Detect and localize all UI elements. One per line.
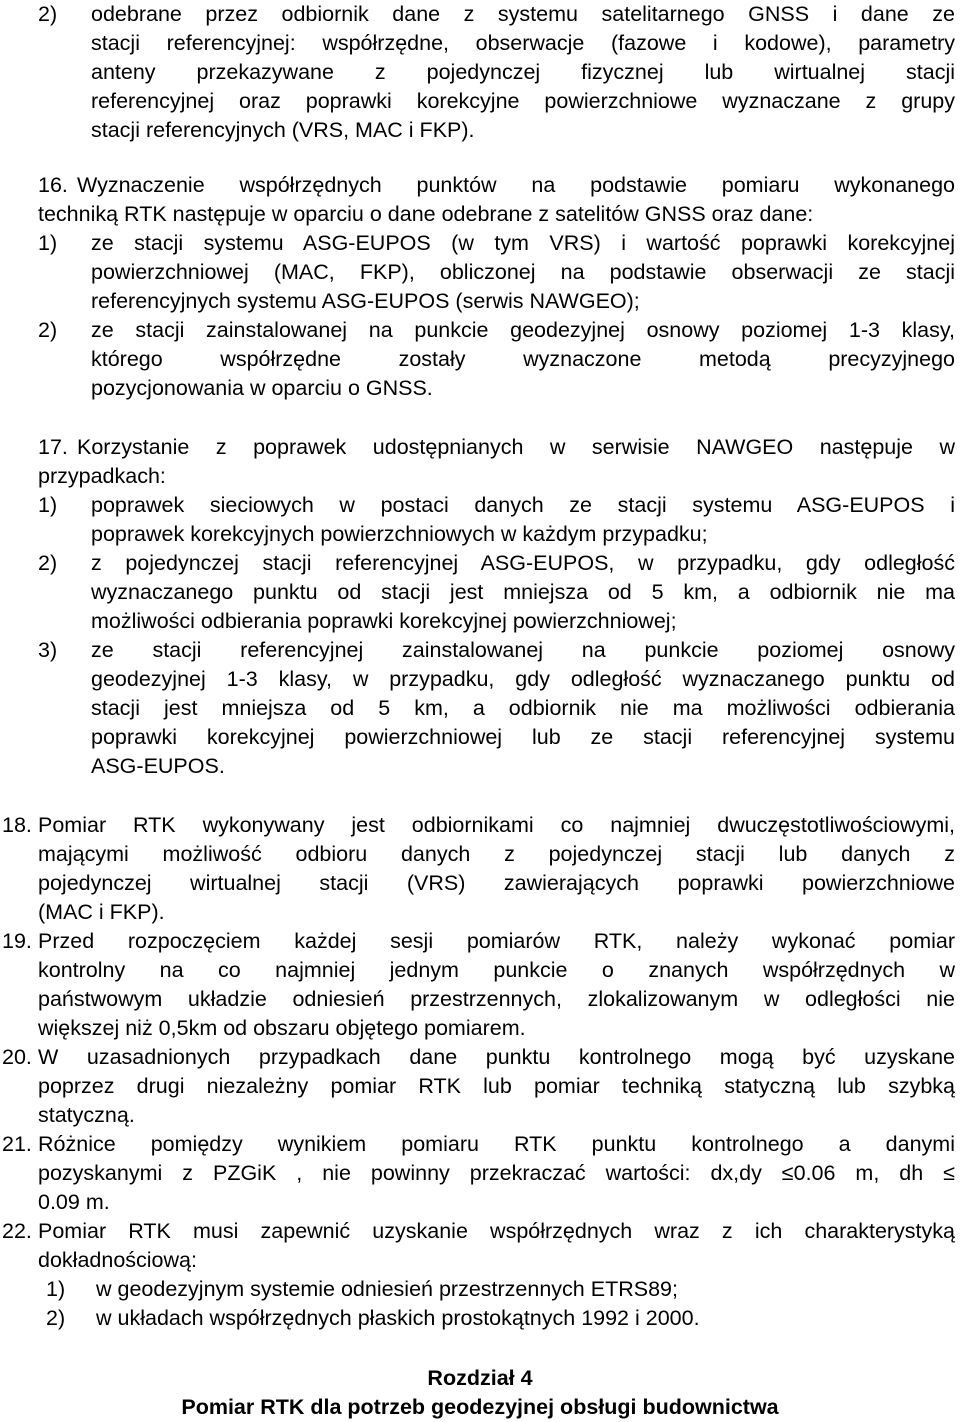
paragraph-line: większej niż 0,5km od obszaru objętego pomiarem. [38,1016,526,1040]
paragraph-line: kontrolny na co najmniej jednym punkcie o znanych współrzędnych w [38,958,955,982]
paragraph-line: anteny przekazywane z pojedynczej fizycznej lub wirtualnej stacji [91,60,955,84]
paragraph-line: dokładnościową: [38,1248,197,1272]
paragraph-line: pozyskanymi z PZGiK , nie powinny przekraczać wartości: dx,dy ≤0.06 m, dh ≤ [38,1161,955,1185]
paragraph-line: statyczną. [38,1103,135,1127]
paragraph-line: Wyznaczenie współrzędnych punktów na podstawie pomiaru wykonanego [77,173,955,197]
paragraph-line: 0.09 m. [38,1190,110,1214]
paragraph-line: Pomiar RTK musi zapewnić uzyskanie współrzędnych wraz z ich charakterystyką [38,1219,955,1243]
paragraph-line: poprzez drugi niezależny pomiar RTK lub pomiar techniką statyczną lub szybką [38,1074,955,1098]
paragraph-line: odebrane przez odbiornik dane z systemu satelitarnego GNSS i dane ze [91,2,955,26]
paragraph-line: w geodezyjnym systemie odniesień przestrzennych ETRS89; [96,1277,678,1301]
paragraph-line: poprawki korekcyjnej powierzchniowej lub ze stacji referencyjnej systemu [91,725,955,749]
paragraph-line: stacji referencyjnej: współrzędne, obserwacje (fazowe i kodowe), parametry [91,31,955,55]
paragraph-line: z pojedynczej stacji referencyjnej ASG-EUPOS, w przypadku, gdy odległość [91,551,955,575]
list-number: 2) [38,551,58,575]
paragraph-line: którego współrzędne zostały wyznaczone metodą precyzyjnego [91,347,955,371]
paragraph-line: powierzchniowej (MAC, FKP), obliczonej na podstawie obserwacji ze stacji [91,260,955,284]
paragraph-line: referencyjnej oraz poprawki korekcyjne powierzchniowe wyznaczane z grupy [91,89,955,113]
list-number: 1) [38,231,58,255]
paragraph-line: Korzystanie z poprawek udostępnianych w serwisie NAWGEO następuje w [77,435,955,459]
section-number: 22. [2,1219,32,1243]
list-number: 1) [38,493,58,517]
paragraph-line: (MAC i FKP). [38,900,165,924]
section-number: 16. [38,173,68,197]
paragraph-line: Pomiar RTK wykonywany jest odbiornikami co najmniej dwuczęstotliwościowymi, [38,813,955,837]
section-number: 20. [2,1045,32,1069]
section-number: 21. [2,1132,32,1156]
paragraph-line: pojedynczej wirtualnej stacji (VRS) zawierających poprawki powierzchniowe [38,871,955,895]
paragraph-line: geodezyjnej 1-3 klasy, w przypadku, gdy odległość wyznaczanego punktu od [91,667,955,691]
paragraph-line: poprawek korekcyjnych powierzchniowych w każdym przypadku; [91,522,708,546]
list-number: 3) [38,638,58,662]
paragraph-line: poprawek sieciowych w postaci danych ze stacji systemu ASG-EUPOS i [91,493,955,517]
paragraph-line: w układach współrzędnych płaskich prostokątnych 1992 i 2000. [96,1306,700,1330]
paragraph-line: ze stacji zainstalowanej na punkcie geodezyjnej osnowy poziomej 1-3 klasy, [91,318,955,342]
section-number: 17. [38,435,68,459]
paragraph-line: państwowym układzie odniesień przestrzennych, zlokalizowanym w odległości nie [38,987,955,1011]
paragraph-line: techniką RTK następuje w oparciu o dane odebrane z satelitów GNSS oraz dane: [38,202,814,226]
paragraph-line: ASG-EUPOS. [91,754,225,778]
list-number: 2) [46,1306,66,1330]
paragraph-line: pozycjonowania w oparciu o GNSS. [91,376,433,400]
paragraph-line: referencyjnych systemu ASG-EUPOS (serwis NAWGEO); [91,289,640,313]
list-number: 1) [46,1277,66,1301]
list-number: 2) [38,318,58,342]
paragraph-line: możliwości odbierania poprawki korekcyjnej powierzchniowej; [91,609,677,633]
chapter-number: Rozdział 4 [427,1366,533,1390]
chapter-title: Pomiar RTK dla potrzeb geodezyjnej obsługi budownictwa [181,1395,779,1419]
paragraph-line: przypadkach: [38,464,166,488]
paragraph-line: ze stacji systemu ASG-EUPOS (w tym VRS) i wartość poprawki korekcyjnej [91,231,955,255]
paragraph-line: mającymi możliwość odbioru danych z pojedynczej stacji lub danych z [38,842,955,866]
paragraph-line: Różnice pomiędzy wynikiem pomiaru RTK punktu kontrolnego a danymi [38,1132,955,1156]
list-number: 2) [38,2,58,26]
paragraph-line: ze stacji referencyjnej zainstalowanej na punkcie poziomej osnowy [91,638,955,662]
section-number: 19. [2,929,32,953]
paragraph-line: Przed rozpoczęciem każdej sesji pomiarów RTK, należy wykonać pomiar [38,929,955,953]
paragraph-line: W uzasadnionych przypadkach dane punktu kontrolnego mogą być uzyskane [38,1045,955,1069]
paragraph-line: stacji jest mniejsza od 5 km, a odbiornik nie ma możliwości odbierania [91,696,955,720]
paragraph-line: stacji referencyjnych (VRS, MAC i FKP). [91,118,475,142]
section-number: 18. [2,813,32,837]
paragraph-line: wyznaczanego punktu od stacji jest mniejsza od 5 km, a odbiornik nie ma [91,580,955,604]
